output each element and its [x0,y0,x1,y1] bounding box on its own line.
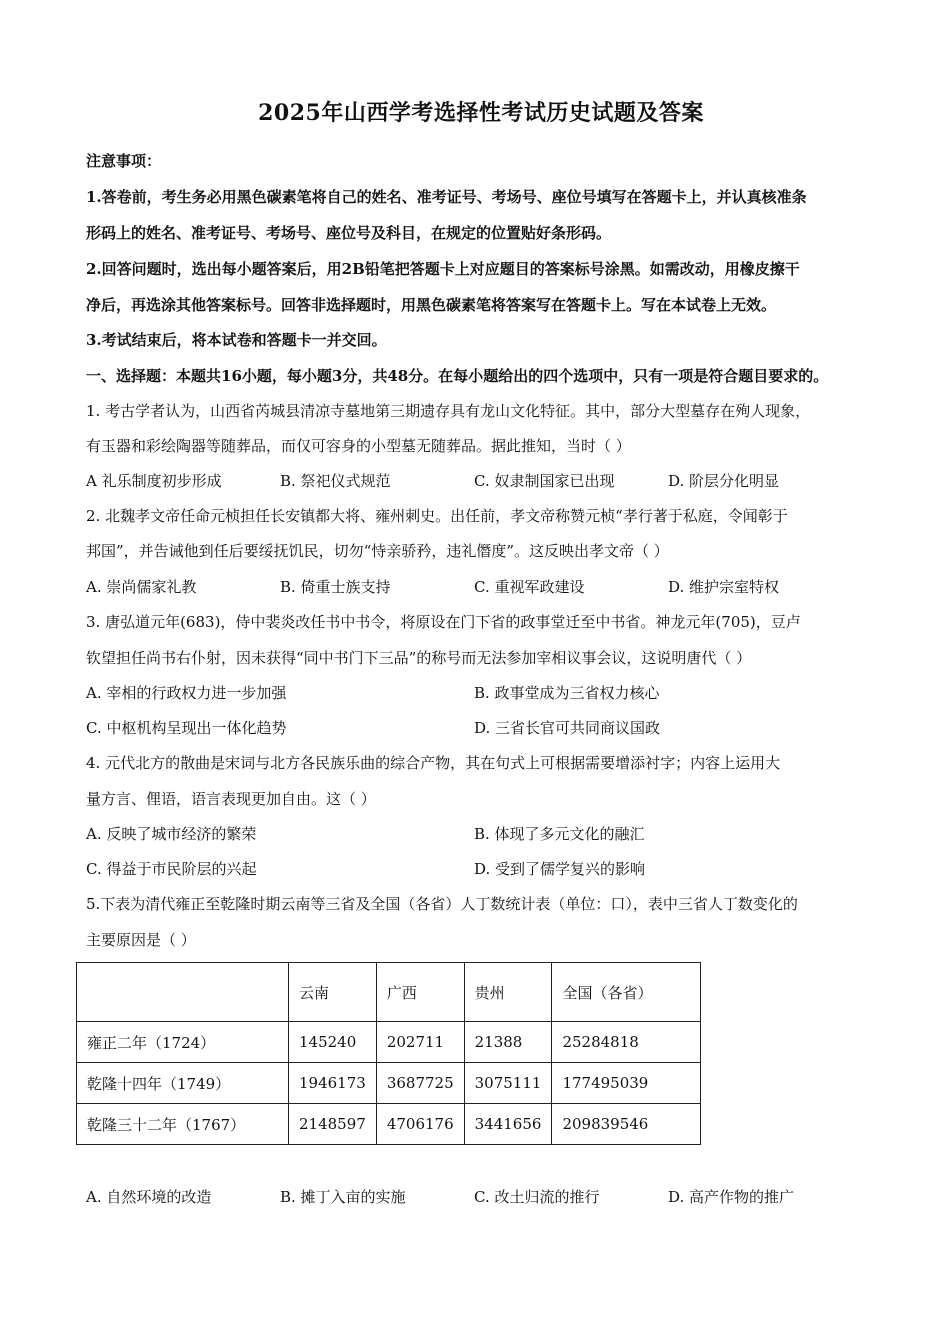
option-d: D. 阶层分化明显 [668,472,780,490]
question-4-text: 量方言、俚语，语言表现更加自由。这（ ） [86,790,376,808]
table-cell: 乾隆三十二年（1767） [77,1104,289,1145]
option-a: A. 自然环境的改造 [86,1188,212,1206]
option-c: C. 得益于市民阶层的兴起 [86,860,257,878]
option-c: C. 重视军政建设 [474,578,585,596]
option-d: D. 高产作物的推广 [668,1188,795,1206]
option-d: D. 维护宗室特权 [668,578,780,596]
table-cell: 3687725 [376,1063,464,1104]
option-b: B. 政事堂成为三省权力核心 [474,684,660,702]
table-cell: 177495039 [552,1063,701,1104]
table-row [77,1022,701,1063]
table-header-row [77,963,701,1022]
table-header-cell: 贵州 [464,963,552,1022]
table-cell: 2148597 [289,1104,377,1145]
section-heading: 一、选择题：本题共16小题，每小题3分，共48分。在每小题给出的四个选项中，只有一项是符合题目要求的。 [86,367,829,385]
table-cell: 25284818 [552,1022,701,1063]
option-a: A 礼乐制度初步形成 [86,472,222,490]
table-cell: 3441656 [464,1104,552,1145]
question-3-text: 3. 唐弘道元年(683)，侍中裴炎改任书中书令，将原设在门下省的政事堂迁至中书省。神龙元年(705)，豆卢 [86,613,801,631]
question-2-text: 2. 北魏孝文帝任命元桢担任长安镇都大将、雍州刺史。出任前，孝文帝称赞元桢“孝行著于私庭，令闻彰于 [86,507,788,525]
question-1-text: 有玉器和彩绘陶器等随葬品，而仅可容身的小型墓无随葬品。据此推知，当时（ ） [86,437,631,455]
notice-line: 3.考试结束后，将本试卷和答题卡一并交回。 [86,331,387,349]
table-header-cell: 广西 [376,963,464,1022]
table-cell: 4706176 [376,1104,464,1145]
option-b: B. 祭祀仪式规范 [280,472,391,490]
table-header-cell: 全国（各省） [552,963,701,1022]
option-b: B. 摊丁入亩的实施 [280,1188,406,1206]
question-5-text: 主要原因是（ ） [86,931,196,949]
option-c: C. 奴隶制国家已出现 [474,472,615,490]
table-cell: 1946173 [289,1063,377,1104]
option-d: D. 三省长官可共同商议国政 [474,719,661,737]
notice-heading: 注意事项： [86,152,162,170]
option-b: B. 体现了多元文化的融汇 [474,825,645,843]
notice-line: 2.回答问题时，选出每小题答案后，用2B铅笔把答题卡上对应题目的答案标号涂黑。如需改动，用橡皮擦干 [86,260,800,278]
notice-line: 形码上的姓名、准考证号、考场号、座位号及科目，在规定的位置贴好条形码。 [86,224,612,242]
question-1-text: 1. 考古学者认为，山西省芮城县清凉寺墓地第三期遗存具有龙山文化特征。其中，部分大型墓存在殉人现象， [86,402,811,420]
table-cell: 3075111 [464,1063,552,1104]
option-a: A. 反映了城市经济的繁荣 [86,825,257,843]
question-4-text: 4. 元代北方的散曲是宋词与北方各民族乐曲的综合产物，其在句式上可根据需要增添衬字；内容上运用大 [86,754,781,772]
population-table [76,962,701,1145]
notice-line: 净后，再选涂其他答案标号。回答非选择题时，用黑色碳素笔将答案写在答题卡上。写在本试卷上无效。 [86,296,777,314]
option-c: C. 中枢机构呈现出一体化趋势 [86,719,287,737]
table-header-cell: 云南 [289,963,377,1022]
page-title: 2025年山西学考选择性考试历史试题及答案 [258,100,704,126]
question-5-text: 5.下表为清代雍正至乾隆时期云南等三省及全国（各省）人丁数统计表（单位：口），表中三省人丁数变化的 [86,895,798,913]
question-3-text: 钦望担任尚书右仆射，因未获得“同中书门下三品”的称号而无法参加宰相议事会议，这说明唐代（ ） [86,649,752,667]
table-cell: 雍正二年（1724） [77,1022,289,1063]
option-c: C. 改土归流的推行 [474,1188,600,1206]
table-cell: 202711 [376,1022,464,1063]
table-cell: 21388 [464,1022,552,1063]
option-a: A. 崇尚儒家礼教 [86,578,197,596]
option-d: D. 受到了儒学复兴的影响 [474,860,646,878]
option-b: B. 倚重士族支持 [280,578,391,596]
table-row [77,1104,701,1145]
option-a: A. 宰相的行政权力进一步加强 [86,684,287,702]
table-cell: 乾隆十四年（1749） [77,1063,289,1104]
question-2-text: 邦国”，并告诫他到任后要绥抚饥民，切勿“恃亲骄矜，违礼僭度”。这反映出孝文帝（ ） [86,542,669,560]
table-cell: 145240 [289,1022,377,1063]
table-header-cell [77,963,289,1022]
notice-line: 1.答卷前，考生务必用黑色碳素笔将自己的姓名、准考证号、考场号、座位号填写在答题卡上，并认真核准条 [86,188,807,206]
table-row [77,1063,701,1104]
table-cell: 209839546 [552,1104,701,1145]
